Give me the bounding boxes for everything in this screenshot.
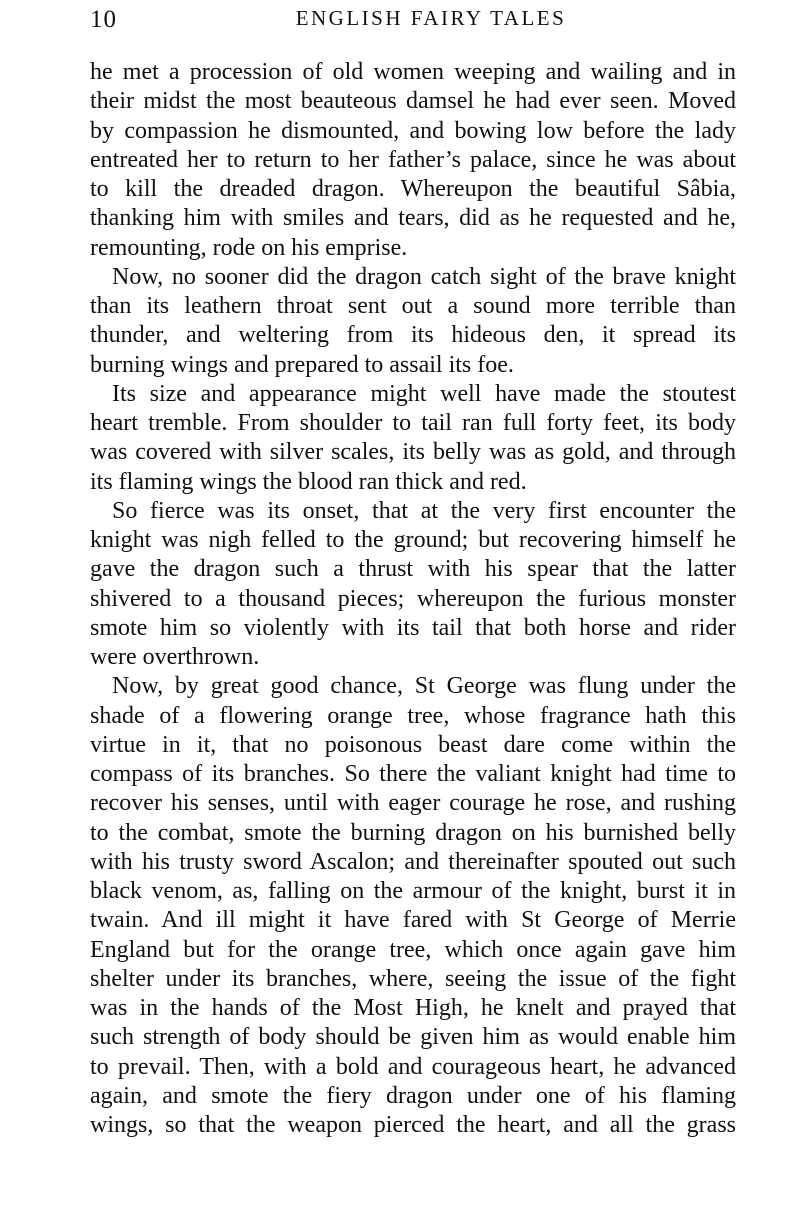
text-line: were overthrown.: [90, 644, 260, 670]
text-line: remounting, rode on his emprise.: [90, 234, 408, 261]
text-line: Now, by great good chance, St George was flung under the: [112, 673, 736, 700]
text-line: shelter under its branches, where, seeing the issue of the fight: [90, 965, 736, 992]
text-line: shivered to a thousand pieces; whereupon the furious monster: [90, 585, 736, 612]
text-line: was in the hands of the Most High, he knelt and prayed that: [90, 995, 736, 1021]
text-line: to kill the dreaded dragon. Whereupon the beautiful Sâbia,: [90, 176, 736, 202]
text-line: their midst the most beauteous damsel he had ever seen. Moved: [90, 88, 736, 115]
text-line: Its size and appearance might well have made the stoutest: [112, 380, 736, 407]
text-line: entreated her to return to her father’s palace, since he was about: [90, 146, 736, 173]
text-line: gave the dragon such a thrust with his spear that the latter: [90, 556, 736, 583]
text-line: Now, no sooner did the dragon catch sight of the brave knight: [112, 263, 736, 290]
text-line: wings, so that the weapon pierced the heart, and all the grass: [90, 1112, 736, 1138]
body-text: [90, 58, 736, 1140]
text-line: than its leathern throat sent out a sound more terrible than: [90, 293, 736, 319]
text-line: knight was nigh felled to the ground; but recovering himself he: [90, 527, 736, 553]
text-line: such strength of body should be given him as would enable him: [90, 1024, 736, 1051]
text-line: with his trusty sword Ascalon; and thereinafter spouted out such: [90, 848, 736, 875]
text-line: smote him so violently with its tail that both horse and rider: [90, 614, 736, 641]
page-number: 10: [90, 6, 117, 33]
text-line: again, and smote the fiery dragon under one of his flaming: [90, 1082, 736, 1109]
text-line: to the combat, smote the burning dragon on his burnished belly: [90, 819, 736, 846]
text-line: So fierce was its onset, that at the very first encounter the: [112, 497, 736, 524]
text-line: shade of a flowering orange tree, whose fragrance hath this: [90, 702, 736, 729]
text-line: thunder, and weltering from its hideous den, it spread its: [90, 322, 736, 349]
running-head: [90, 6, 736, 36]
text-line: twain. And ill might it have fared with St George of Merrie: [90, 907, 736, 934]
text-line: he met a procession of old women weeping and wailing and in: [90, 59, 736, 85]
text-line: England but for the orange tree, which once again gave him: [90, 936, 736, 963]
text-line: its flaming wings the blood ran thick and red.: [90, 468, 527, 495]
text-line: thanking him with smiles and tears, did as he requested and he,: [90, 205, 736, 232]
text-line: compass of its branches. So there the valiant knight had time to: [90, 761, 736, 787]
text-line: burning wings and prepared to assail its foe.: [90, 351, 514, 378]
text-line: to prevail. Then, with a bold and courageous heart, he advanced: [90, 1053, 736, 1080]
text-line: by compassion he dismounted, and bowing low before the lady: [90, 117, 736, 144]
text-line: black venom, as, falling on the armour of the knight, burst it in: [90, 878, 736, 904]
book-title: ENGLISH FAIRY TALES: [295, 6, 567, 30]
text-line: heart tremble. From shoulder to tail ran full forty feet, its body: [90, 410, 736, 436]
text-line: virtue in it, that no poisonous beast dare come within the: [90, 731, 736, 758]
text-line: recover his senses, until with eager courage he rose, and rushing: [90, 790, 736, 817]
text-line: was covered with silver scales, its belly was as gold, and through: [90, 439, 736, 466]
